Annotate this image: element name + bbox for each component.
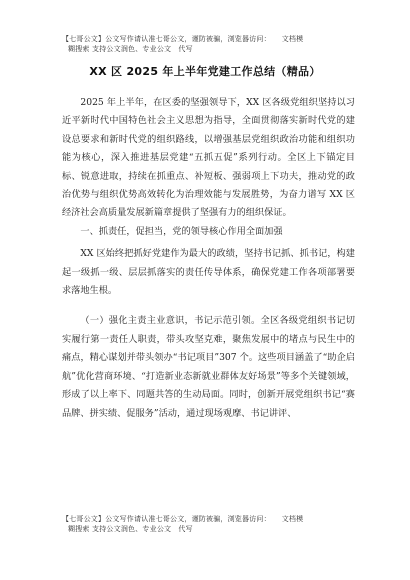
- paragraph-intro: 2025 年上半年，在区委的坚强领导下，XX 区各级党组织坚持以习近平新时代中国特色社会主义思想为指导，全面贯彻落实新时代党的建设总要求和新时代党的组织路线，以增强基层党组织政治功能和组织功能为核心，深入推进基层党建“五抓五促”系列行动。全区上下锚定目标、锐意进取，持续在抓重点、补短板、强弱项上下功夫，推动党的政治优势与组织优势高效转化为治理效能与发展胜势，为奋力谱写 XX 区经济社会高质量发展新篇章提供了坚强有力的组织保证。: [62, 97, 355, 219]
- notice-line: 糊搜索 支持公文润色、专业公文 代写: [68, 525, 193, 533]
- notice-line: 糊搜索 支持公文润色、专业公文 代写: [68, 45, 193, 53]
- watermark-notice-top: [62, 34, 362, 54]
- notice-line: 【七哥公文】公文写作请认准七哥公文，谨防被骗，浏览器访问： 文档模: [62, 515, 304, 523]
- watermark-notice-bottom: [62, 514, 362, 534]
- paragraph-subsection-1: （一）强化主责主业意识，书记示范引领。全区各级党组织书记切实履行第一责任人职责，带头攻坚克难，聚焦发展中的堵点与民生中的痛点，精心谋划并带头领办“书记项目”307 个。这些项目涵盖了“助企启航”优化营商环境、“打造新业态新就业群体友好场景”等多个关键领域，形成了以上率下、同题共答的生动局面。同时，创新开展党组织书记“赛品牌、拼实绩、促服务”活动，通过现场观摩、书记讲评、: [62, 315, 355, 419]
- notice-line: 【七哥公文】公文写作请认准七哥公文，谨防被骗，浏览器访问： 文档模: [62, 35, 304, 43]
- paragraph-section-1: XX 区始终把抓好党建作为最大的政绩，坚持书记抓、抓书记，构建起一级抓一级、层层抓落实的责任传导体系，确保党建工作各项部署要求落地生根。: [62, 248, 355, 297]
- section-heading-1: 一、抓责任，促担当，党的领导核心作用全面加强: [80, 225, 283, 237]
- document-title: XX 区 2025 年上半年党建工作总结（精品）: [89, 65, 321, 78]
- document-body: [62, 94, 355, 423]
